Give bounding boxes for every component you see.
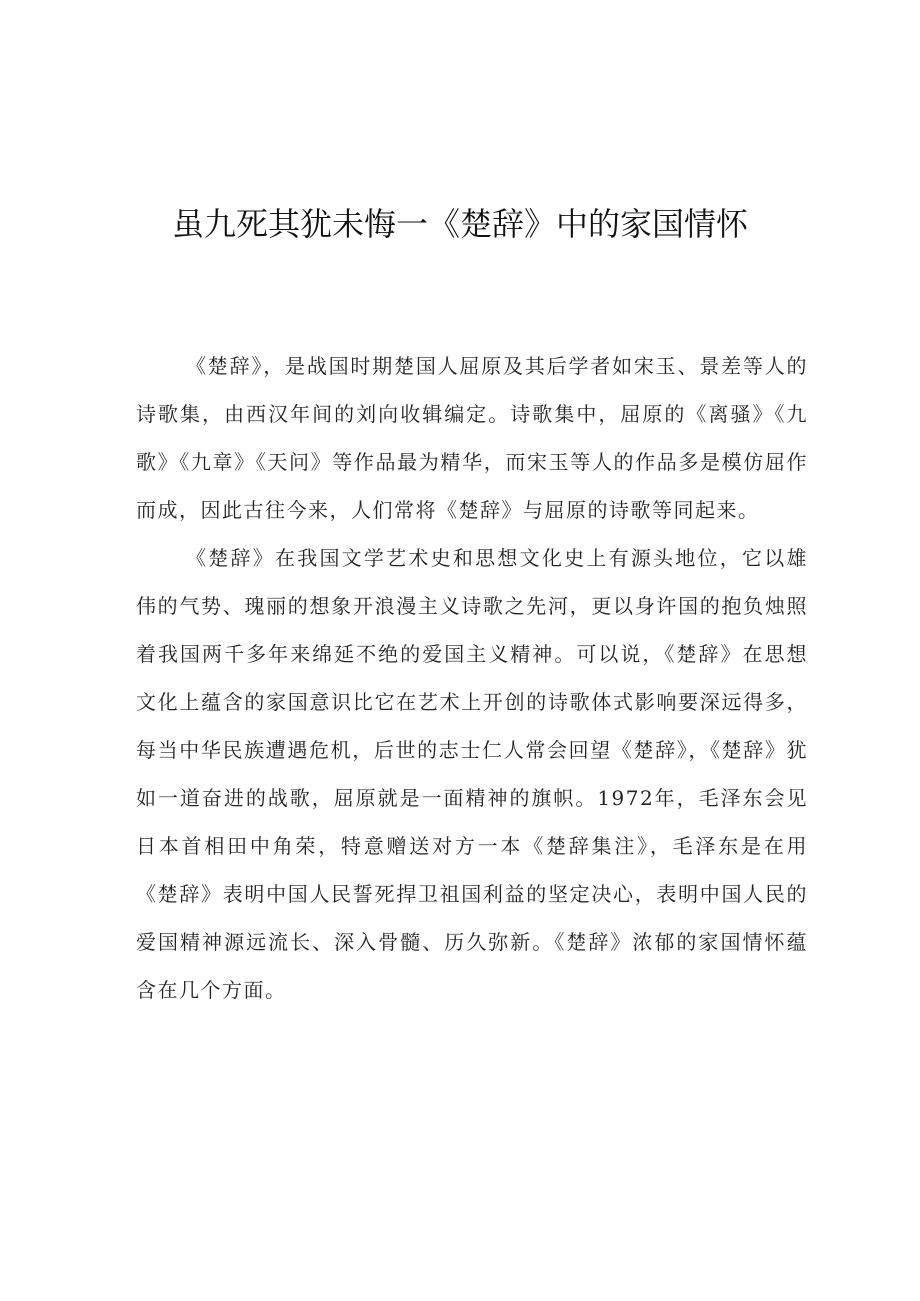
document-title: 虽九死其犹未悔一《楚辞》中的家国情怀 bbox=[171, 205, 748, 243]
document-body bbox=[136, 342, 808, 1014]
paragraph-2: 《楚辞》在我国文学艺术史和思想文化史上有源头地位，它以雄伟的气势、瑰丽的想象开浪漫主义诗歌之先河，更以身许国的抱负烛照着我国两千多年来绵延不绝的爱国主义精神。可以说，《楚辞》在思想文化上蕴含的家国意识比它在艺术上开创的诗歌体式影响要深远得多，每当中华民族遭遇危机，后世的志士仁人常会回望《楚辞》，《楚辞》犹如一道奋进的战歌，屈原就是一面精神的旗帜。1972年，毛泽东会见日本首相田中角荣，特意赠送对方一本《楚辞集注》，毛泽东是在用《楚辞》表明中国人民誓死捍卫祖国利益的坚定决心，表明中国人民的爱国精神源远流长、深入骨髓、历久弥新。《楚辞》浓郁的家国情怀蕴含在几个方面。 bbox=[136, 546, 808, 1002]
paragraph-1: 《楚辞》，是战国时期楚国人屈原及其后学者如宋玉、景差等人的诗歌集，由西汉年间的刘向收辑编定。诗歌集中，屈原的《离骚》《九歌》《九章》《天问》等作品最为精华，而宋玉等人的作品多是模仿屈作而成，因此古往今来，人们常将《楚辞》与屈原的诗歌等同起来。 bbox=[136, 354, 808, 522]
